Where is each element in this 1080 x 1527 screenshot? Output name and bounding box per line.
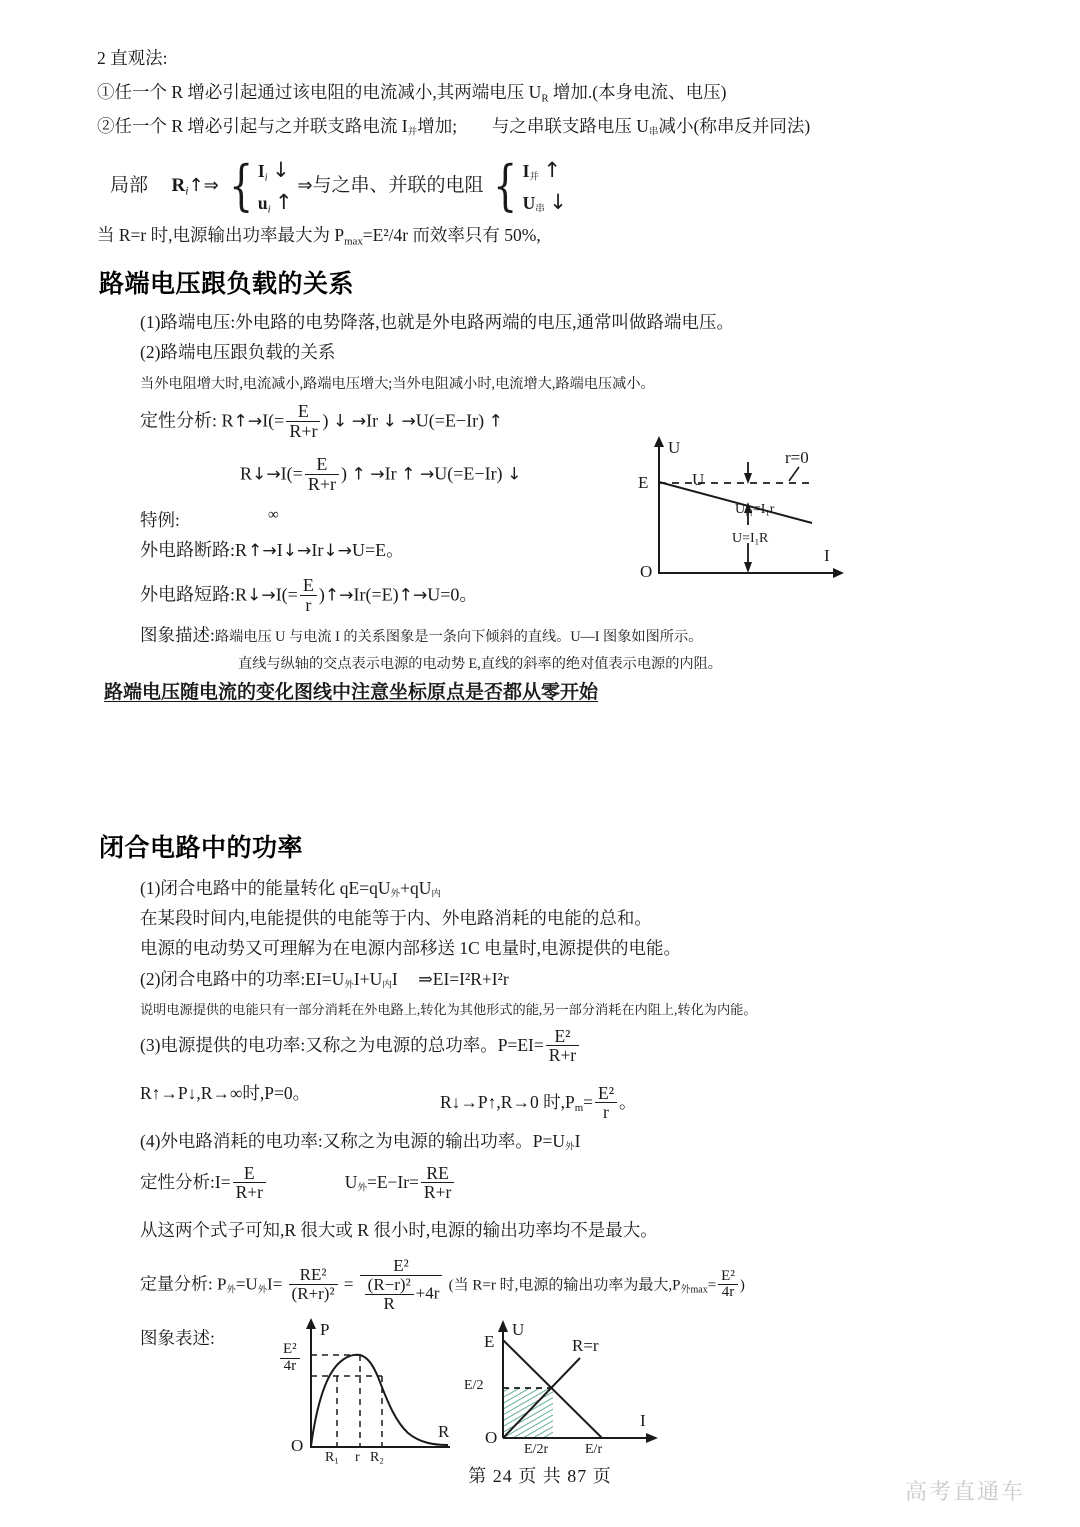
section2-p5: (3)电源提供的电功率:又称之为电源的总功率。P=EI= $\frac{\text{E²}}{R+r}$ xyxy=(140,1028,581,1066)
section1-p2: (2)路端电压跟负载的关系 xyxy=(140,342,336,362)
figure-p-r-curve xyxy=(290,1318,455,1468)
tick-r1: $R_1$ xyxy=(325,1450,339,1466)
x-axis-label: I xyxy=(640,1411,646,1430)
origin-label: O xyxy=(640,562,653,581)
open-circuit-line: 外电路断路:R↑→I↓→Ir↓→U=E。 xyxy=(140,540,405,561)
emf-label: E xyxy=(638,473,649,492)
nested-fraction: E² $\frac{\text{(R−r)²}}{R}$ +4r xyxy=(360,1257,443,1313)
outer-voltage-label: $U=I_1R$ xyxy=(732,531,769,547)
section1-p1: (1)路端电压:外电路的电势降落,也就是外电路两端的电压,通常叫做路端电压。 xyxy=(140,312,735,332)
origin-label: O xyxy=(485,1428,498,1447)
inner-voltage-label: U内$=I_1r$ xyxy=(735,502,775,518)
section2-p4: (2)闭合电路中的功率:EI=U外I+U内I ⇒EI=I²R+I²r xyxy=(140,969,509,991)
highlight-note: 路端电压随电流的变化图线中注意坐标原点是否都从零开始 xyxy=(104,682,599,703)
section2-p8: 从这两个式子可知,R 很大或 R 很小时,电源的输出功率均不是最大。 xyxy=(140,1220,658,1240)
section2-note: 说明电源提供的电能只有一部分消耗在外电路上,转化为其他形式的能,另一部分消耗在内阻上,转化为内能。 xyxy=(140,1002,757,1017)
section-2-heading: 闭合电路中的功率 xyxy=(99,834,304,862)
section2-p6-right: R↓→P↑,R→0 时$,P_m=$ $\frac{\text{E²}}{r}$ 。 xyxy=(440,1083,637,1123)
graph-description-line1: 图象描述:路端电压 U 与电流 I 的关系图象是一条向下倾斜的直线。U—I 图象如图所示。 xyxy=(140,625,703,645)
emf-label: E xyxy=(484,1332,495,1351)
short-circuit-line: 外电路短路:R↓→I(= $\frac{E}{r}$ )↑→Ir(=E)↑→U=0。 xyxy=(140,575,478,615)
peak-value-label: $\frac{\text{E²}}{4r}$ xyxy=(278,1343,302,1376)
section2-p7: (4)外电路消耗的电功率:又称之为电源的输出功率。P=U外I xyxy=(140,1131,581,1153)
qualitative-analysis-2: 定性分析:I= $\frac{E}{R+r}$ U外=E−Ir= $\frac{RE}{R+r}$ xyxy=(140,1165,456,1203)
y-axis-label: U xyxy=(512,1320,525,1339)
section2-p6-left: R↑→P↓,R→∞时,P=0。 xyxy=(140,1083,311,1103)
r-equals-r-label: R=r xyxy=(572,1336,599,1355)
tick-e-over-r: E/r xyxy=(585,1442,603,1457)
infinity-symbol: ∞ xyxy=(268,507,279,523)
tick-e-over-2r: E/2r xyxy=(524,1442,549,1457)
brace-right: { I并 ↑ U串 ↓ xyxy=(493,154,567,218)
origin-label: O xyxy=(291,1436,304,1455)
page-footer: 第 24 页 共 87 页 xyxy=(468,1466,612,1486)
section2-p3: 电源的电动势又可理解为在电源内部移送 1C 电量时,电源提供的电能。 xyxy=(140,938,682,958)
graph-description-line2: 直线与纵轴的交点表示电源的电动势 E,直线的斜率的绝对值表示电源的内阻。 xyxy=(238,656,722,672)
graph-statement-label: 图象表述: xyxy=(140,1328,215,1348)
intro-title: 2 直观法: xyxy=(97,48,168,68)
brace-expression: 局部 $R_i↑\Rightarrow$ { $I_i$ ↓ $u_i$ ↑ ⇒与之串、并联的电阻 { I并 ↑ U串 ↓ xyxy=(110,154,567,218)
watermark: 高考直通车 xyxy=(905,1479,1026,1504)
section2-p2: 在某段时间内,电能提供的电能等于内、外电路消耗的电能的总和。 xyxy=(140,908,652,928)
figure-p-r-graph xyxy=(283,1318,450,1468)
figure-u-i-power-graph xyxy=(464,1318,660,1468)
qualitative-analysis-eq1: 定性分析: R↑→I(= $\frac{E}{R+r}$ ) ↓ →Ir ↓ →U(=E−Ir) ↑ xyxy=(140,401,503,441)
brace-left: { $I_i$ ↓ $u_i$ ↑ xyxy=(228,154,293,218)
x-axis-label: I xyxy=(824,546,830,565)
figure-u-i-graph xyxy=(640,440,840,580)
qualitative-analysis-eq2: R↓→I(= $\frac{E}{R+r}$ ) ↑ →Ir ↑ →U(=E−Ir) ↓ xyxy=(240,454,522,494)
x-axis-label: R xyxy=(438,1422,450,1441)
tick-r: r xyxy=(355,1450,360,1465)
y-axis-label: U xyxy=(668,438,681,457)
special-case-label: 特例: xyxy=(140,510,180,530)
u-label: U xyxy=(692,470,705,489)
intro-item-2: ②任一个 R 增必引起与之并联支路电流 I并增加; 与之串联支路电压 U串减小(称串反并同法) xyxy=(97,116,811,138)
section-1-heading: 路端电压跟负载的关系 xyxy=(99,270,355,298)
intro-item-1: ①任一个 R 增必引起通过该电阻的电流减小,其两端电压 $U_R$ 增加.(本身电流、电压) xyxy=(97,82,727,105)
section2-p1: (1)闭合电路中的能量转化 qE=qU外+qU内 xyxy=(140,878,441,900)
half-emf-label: E/2 xyxy=(464,1378,484,1393)
y-axis-label: P xyxy=(320,1320,330,1339)
section1-p3: 当外电阻增大时,电流减小,路端电压增大;当外电阻减小时,电流增大,路端电压减小。 xyxy=(140,376,655,392)
tick-r2: $R_2$ xyxy=(370,1450,384,1466)
max-power-note: 当 R=r 时,电源输出功率最大为 $P_{max}=E^2/4r$ 而效率只有 50%, xyxy=(97,225,541,248)
r-zero-label: r=0 xyxy=(785,448,809,467)
quantitative-analysis: 定量分析: P外=U外I= $\frac{\text{RE²}}{\text{(R+r)²}}$ = E² $\frac{\text{(R−r)²}}{R}$ +4r (当 R=r 时,电源的输出功率为最大,P外max= $\frac{\text{E²}}{4r}$ ) xyxy=(140,1256,745,1313)
